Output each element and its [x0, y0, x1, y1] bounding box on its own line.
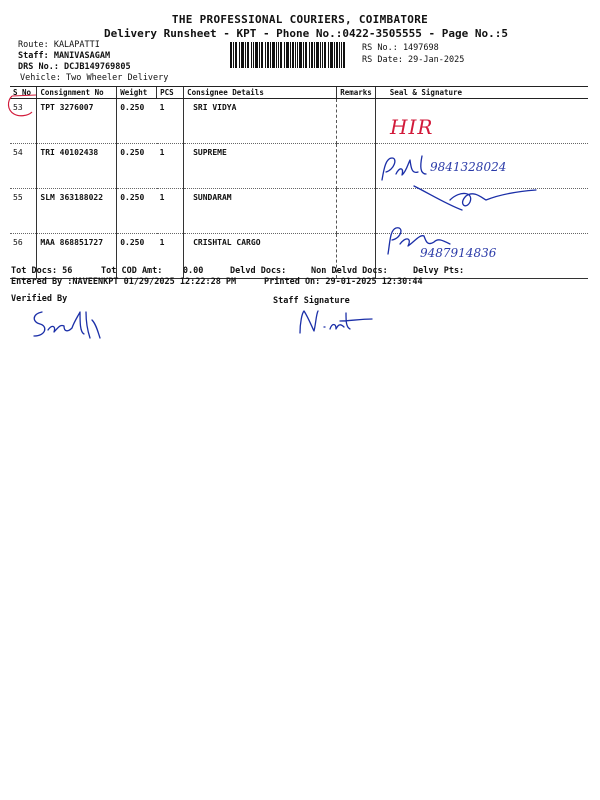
cell-remarks: [337, 189, 376, 234]
non-delivered-docs: Non Delvd Docs:: [311, 266, 388, 276]
staff-signature-label: Staff Signature: [273, 296, 350, 306]
col-header-remarks: Remarks: [337, 87, 376, 99]
cell-pcs: 1: [157, 144, 184, 189]
cell-consignment: TRI 40102438: [37, 144, 117, 189]
delivery-points: Delvy Pts:: [413, 266, 465, 276]
col-header-consignee: Consignee Details: [184, 87, 337, 99]
delivered-docs: Delvd Docs:: [230, 266, 287, 276]
staff-signature: [294, 305, 374, 337]
vehicle: Vehicle: Two Wheeler Delivery: [20, 73, 169, 83]
row3-signature: [410, 182, 540, 218]
cell-consignee: CRISHTAL CARGO: [184, 234, 337, 279]
cell-remarks: [337, 144, 376, 189]
cell-consignee: SUNDARAM: [184, 189, 337, 234]
cell-consignee: SUPREME: [184, 144, 337, 189]
col-header-consignment: Consignment No: [37, 87, 117, 99]
cell-sno: 53: [10, 99, 37, 144]
cell-remarks: [337, 99, 376, 144]
rs-number: RS No.: 1497698: [362, 43, 439, 53]
cell-pcs: 1: [157, 99, 184, 144]
col-header-weight: Weight: [117, 87, 157, 99]
cell-weight: 0.250: [117, 234, 157, 279]
verified-by-label: Verified By: [11, 294, 68, 304]
col-header-sno: S No: [10, 87, 37, 99]
cell-pcs: 1: [157, 234, 184, 279]
total-cod-amount: Tot COD Amt: 0.00: [101, 266, 204, 276]
cell-consignment: SLM 363188022: [37, 189, 117, 234]
cell-consignment: MAA 868851727: [37, 234, 117, 279]
runsheet-subtitle: Delivery Runsheet - KPT - Phone No.:0422-3505555 - Page No.:5: [104, 27, 508, 40]
table-header-row: [10, 87, 588, 99]
document-title: THE PROFESSIONAL COURIERS, COIMBATORE: [171, 13, 429, 26]
table-row: [10, 234, 588, 279]
red-circle-mark: [6, 92, 40, 118]
cell-consignee: SRI VIDYA: [184, 99, 337, 144]
cell-sno: 56: [10, 234, 37, 279]
drs-number: DRS No.: DCJB149769805: [18, 62, 131, 72]
entered-by: Entered By :NAVEENKPT 01/29/2025 12:22:28 PM: [11, 277, 237, 287]
row4-phone: 9487914836: [420, 246, 497, 260]
table-row: [10, 99, 588, 144]
cell-pcs: 1: [157, 189, 184, 234]
col-header-signature: Seal & Signature: [375, 87, 588, 99]
cell-weight: 0.250: [117, 99, 157, 144]
cell-sno: 55: [10, 189, 37, 234]
cell-consignment: TPT 3276007: [37, 99, 117, 144]
row1-signature-mark: HIR: [390, 115, 434, 139]
rs-date: RS Date: 29-Jan-2025: [362, 55, 465, 65]
barcode: [230, 42, 345, 68]
row2-phone: 9841328024: [430, 160, 507, 174]
col-header-pcs: PCS: [157, 87, 184, 99]
cell-sno: 54: [10, 144, 37, 189]
route: Route: KALAPATTI: [18, 40, 100, 50]
printed-on: Printed On: 29-01-2025 12:30:44: [264, 277, 423, 287]
staff: Staff: MANIVASAGAM: [18, 51, 111, 61]
cell-weight: 0.250: [117, 144, 157, 189]
total-docs: Tot Docs: 56: [11, 266, 73, 276]
verifier-signature: [28, 306, 108, 342]
cell-weight: 0.250: [117, 189, 157, 234]
